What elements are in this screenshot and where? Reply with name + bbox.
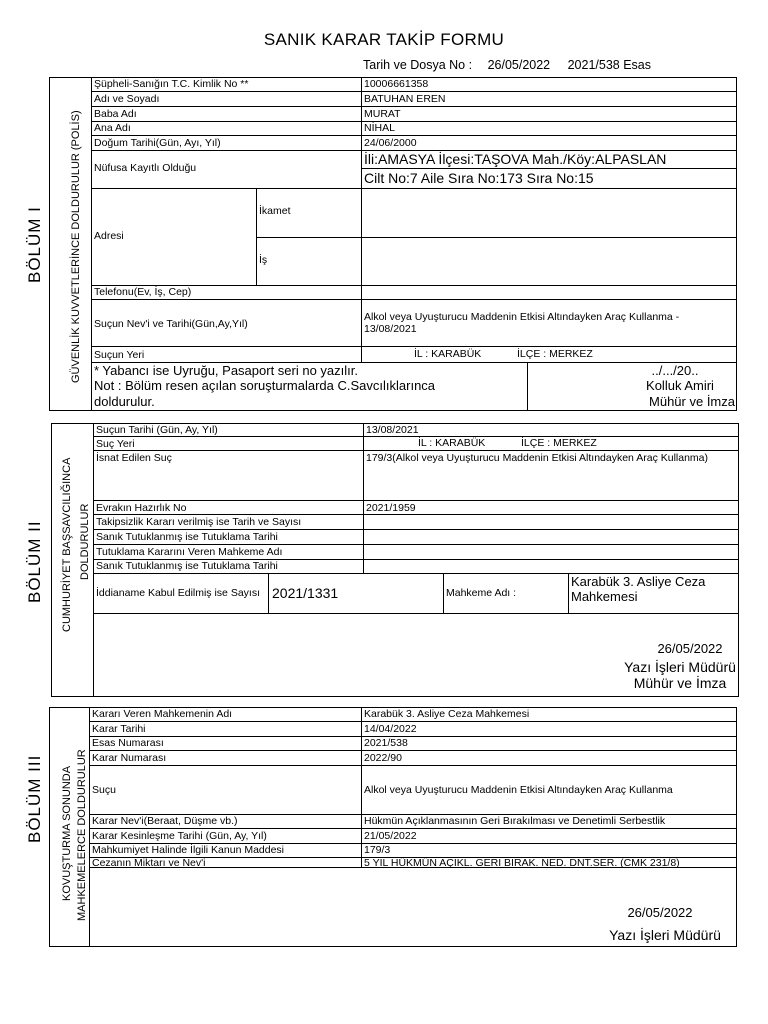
tc-value: 10006661358 — [364, 78, 429, 90]
section-3-side-label-1: KOVUŞTURMA SONUNDA — [61, 765, 73, 901]
section-3-title: BÖLÜM III — [25, 754, 44, 843]
court-sign-date: 26/05/2022 — [627, 905, 693, 920]
form-title: SANIK KARAR TAKİP FORMU — [263, 30, 505, 49]
court-clerk: Yazı İşleri Müdürü — [609, 927, 721, 943]
verdict-court-value: Karabük 3. Asliye Ceza Mahkemesi — [364, 708, 530, 720]
prosecutor-sign-date: 26/05/2022 — [657, 641, 723, 656]
file-info-label: Tarih ve Dosya No : — [363, 58, 473, 72]
registry-value-2: Cilt No:7 Aile Sıra No:173 Sıra No:15 — [364, 170, 594, 186]
birth-label: Doğum Tarihi(Gün, Ayı, Yıl) — [94, 137, 221, 149]
court-name-value: Karabük 3. Asliye Ceza Mahkemesi — [571, 574, 706, 604]
work-label: İş — [259, 254, 268, 266]
section-1-title: BÖLÜM I — [25, 206, 44, 283]
file-info — [363, 58, 655, 72]
father-value: MURAT — [364, 108, 401, 120]
law-article-label: Mahkumiyet Halinde İlgili Kanun Maddesi — [92, 844, 285, 856]
finalization-value: 21/05/2022 — [364, 830, 417, 842]
section-3-side-label-2: MAHKEMELERCE DOLDURULUR — [76, 749, 88, 921]
sentence-value: 5 YIL HÜKMÜN AÇIKL. GERİ BIRAK. NED. DNT.SER. (CMK 231/8) — [364, 857, 680, 869]
charge-value: 179/3(Alkol veya Uyuşturucu Maddenin Etkisi Altındayken Araç Kullanma) — [366, 452, 709, 464]
verdict-date-value: 14/04/2022 — [364, 723, 417, 735]
finalization-label: Karar Kesinleşme Tarihi (Gün, Ay, Yıl) — [92, 830, 267, 842]
arrest-date-label-2: Sanık Tutuklanmış ise Tutuklama Tarihi — [96, 560, 278, 572]
registry-label: Nüfusa Kayıtlı Olduğu — [94, 162, 197, 174]
name-value: BATUHAN EREN — [364, 93, 446, 105]
prep-no-value: 2021/1959 — [366, 502, 416, 514]
police-seal: Mühür ve İmza — [649, 394, 735, 409]
birth-value: 24/06/2000 — [364, 137, 417, 149]
court-name-label: Mahkeme Adı : — [446, 587, 517, 599]
offense-place-district: İLÇE : MERKEZ — [517, 348, 593, 360]
prosecutor-seal: Mühür ve İmza — [633, 675, 727, 691]
sentence-label: Cezanın Miktarı ve Nev'i — [92, 857, 206, 869]
prosecutor-clerk: Yazı İşleri Müdürü — [624, 659, 736, 675]
name-label: Adı ve Soyadı — [94, 93, 160, 105]
arrest-date-label: Sanık Tutuklanmış ise Tutuklama Tarihi — [96, 531, 278, 543]
docket-no-value: 2021/538 — [364, 737, 408, 749]
police-sign-date: ../.../20.. — [651, 363, 699, 378]
section-note-1: Not : Bölüm resen açılan soruşturmalarda C.Savcılıklarınca — [94, 378, 436, 393]
section-1-side-label: GÜVENLİK KUVVETLERİNCE DOLDURULUR (POLİS) — [70, 110, 82, 383]
tc-label: Şüpheli-Sanığın T.C. Kimlik No ** — [94, 78, 249, 90]
verdict-date-label: Karar Tarihi — [92, 723, 146, 735]
phone-label: Telefonu(Ev, İş, Cep) — [94, 286, 192, 298]
verdict-court-label: Kararı Veren Mahkemenin Adı — [92, 708, 233, 720]
section-note-2: doldurulur. — [94, 394, 155, 409]
verdict-no-label: Karar Numarası — [92, 752, 167, 764]
residence-label: İkamet — [259, 205, 291, 217]
non-prosecution-label: Takipsizlik Kararı verilmiş ise Tarih ve Sayısı — [96, 516, 302, 528]
father-label: Baba Adı — [94, 108, 137, 120]
crime-place-city: İL : KARABÜK — [418, 437, 486, 449]
mother-label: Ana Adı — [94, 122, 131, 134]
verdict-no-value: 2022/90 — [364, 752, 402, 764]
charge-label: İsnat Edilen Suç — [96, 452, 172, 464]
section-2-title: BÖLÜM II — [25, 520, 44, 603]
crime-place-label: Suç Yeri — [96, 438, 135, 450]
verdict-type-label: Karar Nev'i(Beraat, Düşme vb.) — [92, 815, 238, 827]
indictment-label: İddianame Kabul Edilmiş ise Sayısı — [96, 587, 260, 599]
section-2-side-label-2: DOLDURULUR — [79, 503, 91, 580]
crime-place-district: İLÇE : MERKEZ — [521, 437, 597, 449]
offense-type-value: Alkol veya Uyuşturucu Maddenin Etkisi Altındayken Araç Kullanma - 13/08/2021 — [364, 311, 680, 335]
arrest-court-label: Tutuklama Kararını Veren Mahkeme Adı — [96, 546, 283, 558]
indictment-value: 2021/1331 — [272, 585, 339, 601]
mother-value: NİHAL — [364, 122, 395, 134]
registry-value-1: İli:AMASYA İlçesi:TAŞOVA Mah./Köy:ALPASLAN — [364, 151, 667, 167]
offense-label: Suçu — [92, 784, 116, 796]
offense-value: Alkol veya Uyuşturucu Maddenin Etkisi Altındayken Araç Kullanma — [364, 784, 673, 796]
file-number: 2021/538 Esas — [567, 58, 652, 72]
offense-place-label: Suçun Yeri — [94, 349, 145, 361]
address-label: Adresi — [94, 230, 124, 242]
prep-no-label: Evrakın Hazırlık No — [96, 502, 187, 514]
offense-type-label: Suçun Nev'i ve Tarihi(Gün,Ay,Yıl) — [94, 318, 248, 330]
section-2-side-label-1: CUMHURİYET BAŞSAVCILIĞINCA — [61, 457, 73, 632]
law-article-value: 179/3 — [364, 844, 391, 856]
verdict-type-value: Hükmün Açıklanmasının Geri Bırakılması ve Denetimli Serbestlik — [364, 815, 666, 827]
crime-date-value: 13/08/2021 — [366, 424, 419, 436]
crime-date-label: Suçun Tarihi (Gün, Ay, Yıl) — [96, 424, 218, 436]
foreigner-note: * Yabancı ise Uyruğu, Pasaport seri no yazılır. — [94, 363, 358, 378]
file-date: 26/05/2022 — [487, 58, 551, 72]
offense-place-city: İL : KARABÜK — [414, 348, 482, 360]
police-chief: Kolluk Amiri — [646, 378, 714, 393]
docket-no-label: Esas Numarası — [92, 737, 164, 749]
